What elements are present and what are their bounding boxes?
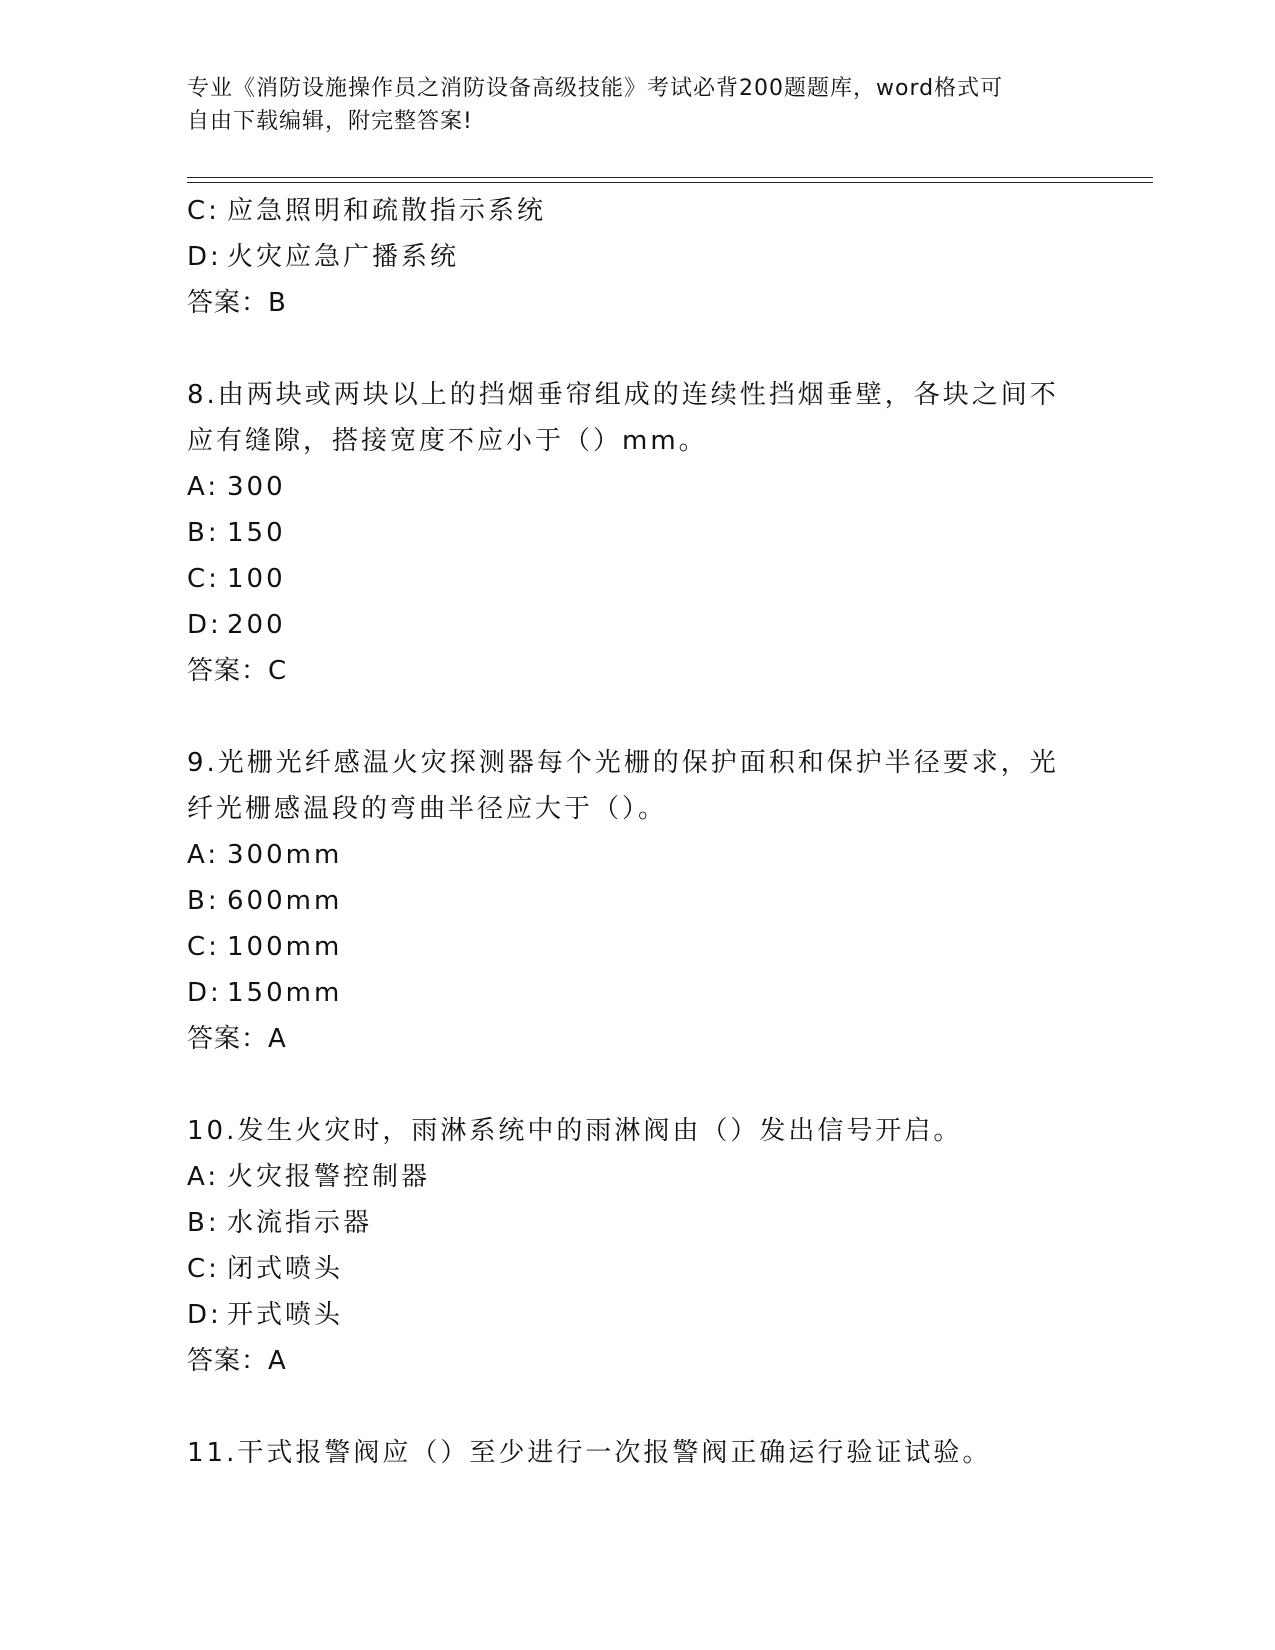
option-b: B: 150	[187, 518, 286, 548]
option-a: A: 火灾报警控制器	[187, 1162, 431, 1192]
question-text-line-1: 9.光栅光纤感温火灾探测器每个光栅的保护面积和保护半径要求，光	[187, 748, 1059, 778]
option-a: A: 300	[187, 472, 286, 502]
answer: 答案：B	[187, 288, 287, 318]
question-text-line-1: 8.由两块或两块以上的挡烟垂帘组成的连续性挡烟垂壁，各块之间不	[187, 380, 1059, 410]
question-text-line-2: 纤光栅感温段的弯曲半径应大于（）。	[187, 794, 668, 824]
document-header	[187, 72, 1087, 138]
option-d: D: 200	[187, 610, 286, 640]
option-b: B: 600mm	[187, 886, 343, 916]
question-9	[187, 740, 1067, 1062]
option-c: C: 应急照明和疏散指示系统	[187, 196, 547, 226]
question-text-line-1: 10.发生火灾时，雨淋系统中的雨淋阀由（）发出信号开启。	[187, 1116, 963, 1146]
document-body	[187, 188, 1067, 1476]
option-c: C: 100mm	[187, 932, 343, 962]
prev-question	[187, 188, 1067, 326]
answer: 答案：A	[187, 1024, 287, 1054]
header-line-1: 专业《消防设施操作员之消防设备高级技能》考试必背200题题库，word格式可	[187, 76, 1004, 101]
question-11	[187, 1430, 1067, 1476]
question-8	[187, 372, 1067, 694]
option-b: B: 水流指示器	[187, 1208, 373, 1238]
option-d: D: 开式喷头	[187, 1300, 344, 1330]
question-text-line-2: 应有缝隙，搭接宽度不应小于（）mm。	[187, 426, 708, 456]
header-divider-top	[187, 177, 1153, 178]
option-a: A: 300mm	[187, 840, 343, 870]
header-divider-bottom	[187, 182, 1153, 183]
header-line-2: 自由下载编辑，附完整答案!	[187, 109, 473, 134]
question-10	[187, 1108, 1067, 1384]
option-d: D: 150mm	[187, 978, 343, 1008]
option-c: C: 闭式喷头	[187, 1254, 344, 1284]
option-d: D: 火灾应急广播系统	[187, 242, 460, 272]
question-text-line-1: 11.干式报警阀应（）至少进行一次报警阀正确运行验证试验。	[187, 1438, 992, 1468]
option-c: C: 100	[187, 564, 286, 594]
answer: 答案：C	[187, 656, 288, 686]
answer: 答案：A	[187, 1346, 287, 1376]
